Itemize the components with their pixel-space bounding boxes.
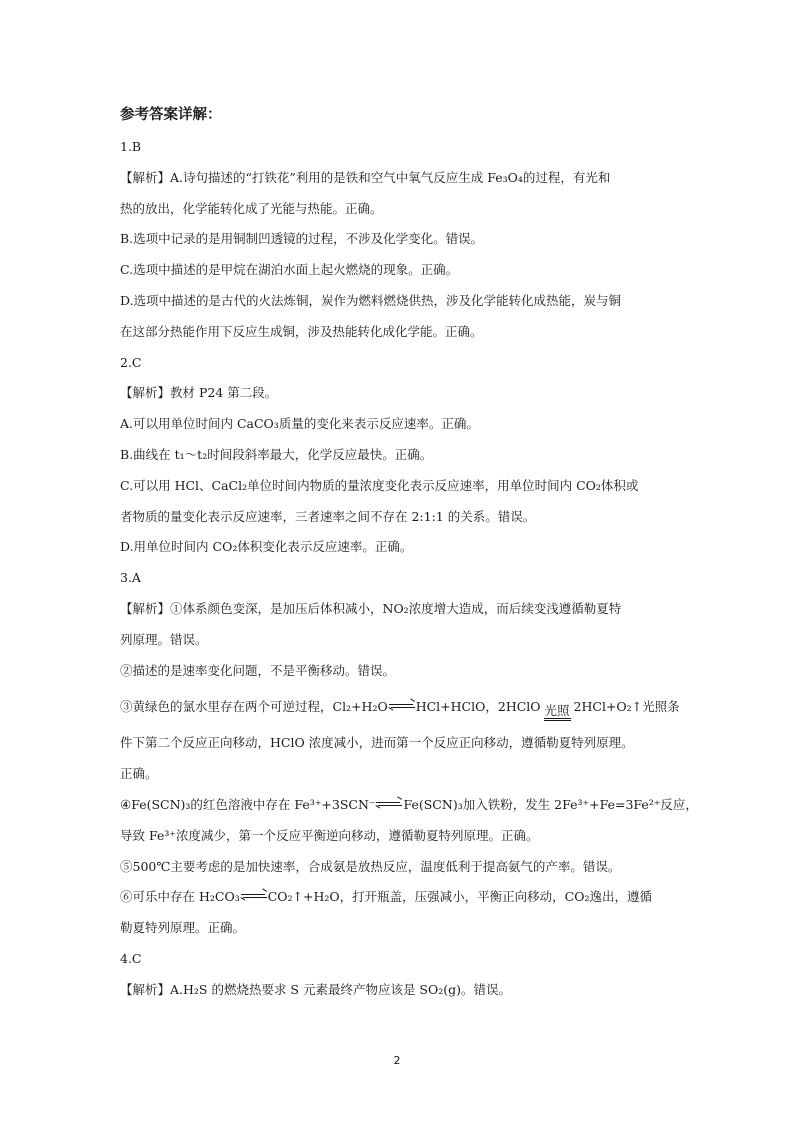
q3-line: ②描述的是速率变化问题，不是平衡移动。错误。 bbox=[120, 662, 396, 678]
equilibrium-arrow-icon bbox=[241, 892, 267, 900]
page-number: 2 bbox=[393, 1054, 401, 1067]
q1-line: 【解析】A.诗句描述的“打铁花”利用的是铁和空气中氧气反应生成 Fe₃O₄的过程，有光和 bbox=[120, 169, 611, 185]
q2-line: D.用单位时间内 CO₂体积变化表示反应速率。正确。 bbox=[120, 539, 413, 555]
equation-text: ④Fe(SCN)₃的红色溶液中存在 Fe³⁺+3SCN⁻ bbox=[120, 796, 376, 812]
equation-text: ③黄绿色的氯水里存在两个可逆过程，Cl₂+H₂O bbox=[120, 699, 388, 715]
equation-text: 2HCl+O₂↑光照条 bbox=[573, 699, 680, 715]
q2-line: C.可以用 HCl、CaCl₂单位时间内物质的量浓度变化表示反应速率，用单位时间内 CO₂体积或 bbox=[120, 477, 639, 493]
q2-number: 2.C bbox=[120, 354, 142, 370]
equilibrium-arrow-icon bbox=[389, 702, 415, 710]
q1-line: 在这部分热能作用下反应生成铜，涉及热能转化成化学能。正确。 bbox=[120, 323, 483, 339]
q1-line: B.选项中记录的是用铜制凹透镜的过程，不涉及化学变化。错误。 bbox=[120, 231, 484, 247]
q3-line: 导致 Fe³⁺浓度减少，第一个反应平衡逆向移动，遵循勒夏特列原理。正确。 bbox=[120, 827, 539, 843]
q4-number: 4.C bbox=[120, 950, 142, 966]
q3-line-chlorine-water bbox=[120, 686, 686, 728]
q1-line: 热的放出，化学能转化成了光能与热能。正确。 bbox=[120, 200, 383, 216]
equation-text: Fe(SCN)₃加入铁粉，发生 2Fe³⁺+Fe=3Fe²⁺反应， bbox=[403, 796, 698, 812]
q3-line: 列原理。错误。 bbox=[120, 631, 208, 647]
page-heading: 参考答案详解： bbox=[120, 107, 222, 123]
q1-number: 1.B bbox=[120, 139, 142, 154]
q1-line: D.选项中描述的是古代的火法炼铜，炭作为燃料燃烧供热，涉及化学能转化成热能，炭与铜 bbox=[120, 292, 622, 308]
q3-line-carbonic-acid bbox=[120, 882, 686, 913]
equation-text: CO₂↑+H₂O，打开瓶盖，压强减小，平衡正向移动，CO₂逸出，遵循 bbox=[267, 889, 652, 905]
q1-line: C.选项中描述的是甲烷在湖泊水面上起火燃烧的现象。正确。 bbox=[120, 262, 459, 278]
equation-text: HCl+HClO，2HClO bbox=[415, 699, 541, 715]
equilibrium-arrow-icon bbox=[376, 800, 402, 808]
q2-line: B.曲线在 t₁～t₂时间段斜率最大，化学反应最快。正确。 bbox=[120, 446, 433, 462]
q2-line: A.可以用单位时间内 CaCO₃质量的变化来表示反应速率。正确。 bbox=[120, 416, 479, 432]
answer-page bbox=[120, 100, 698, 1006]
q3-line: 件下第二个反应正向移动，HClO 浓度减小，进而第一个反应正向移动，遵循勒夏特列原理。 bbox=[120, 735, 634, 751]
q3-number: 3.A bbox=[120, 570, 141, 586]
q3-line-thiocyanate bbox=[120, 790, 698, 821]
q2-line: 【解析】教材 P24 第二段。 bbox=[120, 385, 278, 401]
q3-line: 正确。 bbox=[120, 766, 158, 782]
q2-line: 者物质的量变化表示反应速率，三者速率之间不存在 2:1:1 的关系。错误。 bbox=[120, 508, 536, 524]
q3-line: 勒夏特列原理。正确。 bbox=[120, 920, 246, 936]
q3-line: 【解析】①体系颜色变深，是加压后体积减小，NO₂浓度增大造成，而后续变浅遵循勒夏特 bbox=[120, 600, 622, 616]
q3-line: ⑤500℃主要考虑的是加快速率，合成氨是放热反应，温度低利于提高氨气的产率。错误。 bbox=[120, 858, 621, 874]
equation-text: ⑥可乐中存在 H₂CO₃ bbox=[120, 889, 240, 905]
reaction-condition: 光照 bbox=[544, 704, 571, 721]
q4-line: 【解析】A.H₂S 的燃烧热要求 S 元素最终产物应该是 SO₂(g)。错误。 bbox=[120, 981, 512, 997]
